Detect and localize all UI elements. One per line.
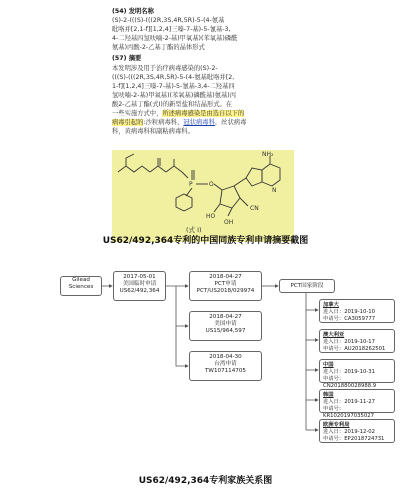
- entry-date: 进入日：2019-10-10: [323, 309, 375, 315]
- node-text: Gilead: [72, 277, 90, 283]
- country-node-australia: [319, 329, 395, 353]
- abstract-line: [112, 110, 244, 119]
- nh2-label: NH₂: [262, 151, 274, 158]
- us-application-node: [189, 311, 262, 341]
- abstract-line: 本发明涉及用于治疗病毒感染的(S)-2-: [112, 65, 218, 72]
- country-name: 加拿大: [323, 302, 339, 308]
- application-number: 申请号：KR1020197035027: [323, 406, 374, 419]
- abstract-line: 1-f][1,2,4]三嗪-7-基)-5-氰基-3,4-二羟基四: [112, 83, 235, 90]
- title-label: (54) 发明名称: [112, 8, 154, 15]
- title-line: 4-二羟基四氢呋喃-2-基)甲氧基)(苯氧基)磷酰: [112, 35, 238, 42]
- ho-label: HO: [206, 213, 216, 220]
- gilead-node: [60, 276, 102, 296]
- chemical-structure: [112, 150, 294, 242]
- country-node-epo: [319, 419, 395, 443]
- country-node-korea: [319, 389, 395, 419]
- underlined-coronavirus: 冠状病毒科: [183, 119, 215, 126]
- pct-national-stage-node: PCT国家阶段: [279, 279, 335, 293]
- node-date: 2017-05-01: [123, 274, 156, 280]
- highlighted-text: 病毒引起的: [112, 119, 144, 126]
- country-node-china: [319, 359, 395, 389]
- abstract-line: 氢呋喃-2-基)甲氧基)(苯氧基)磷酰基)氨基)丙: [112, 92, 237, 99]
- o-atom-label: O: [209, 181, 214, 188]
- title-line: (S)-2-(((S)-(((2R,3S,4R,5R)-5-(4-氨基: [112, 17, 225, 24]
- node-number: US62/492,364: [119, 288, 160, 294]
- application-number: 申请号：CN201880028988.9: [323, 376, 377, 389]
- taiwan-application-node: [189, 351, 262, 381]
- abstract-line: 科，黄病毒科和副粘病毒科。: [112, 128, 194, 135]
- cn-label: CN: [250, 205, 259, 212]
- entry-date: 进入日：2019-12-02: [323, 429, 375, 435]
- p-atom-label: P: [189, 181, 193, 188]
- highlighted-text: 所述病毒感染是由选自以下的: [162, 110, 245, 117]
- country-name: 中国: [323, 362, 334, 368]
- node-type: 美国临时申请: [122, 281, 157, 287]
- abstract-line: 酸2-乙基丁酯(式I)的新型盐和结晶形式。在: [112, 101, 233, 108]
- n-atom-label: N: [272, 187, 277, 194]
- abstract-text: :沙粒病毒科，: [143, 119, 184, 126]
- node-date: 2018-04-30: [209, 354, 242, 360]
- abstract-label: (57) 摘要: [112, 55, 142, 62]
- node-date: 2018-04-27: [209, 314, 242, 320]
- entry-date: 进入日：2019-10-31: [323, 369, 375, 375]
- node-text: Sciences: [68, 284, 94, 290]
- formula-label: (式 I): [186, 226, 202, 234]
- abstract-line: [112, 119, 246, 128]
- family-diagram: [0, 262, 411, 468]
- node-number: TW107114705: [205, 368, 246, 374]
- country-node-canada: [319, 299, 395, 323]
- node-number: US15/964,597: [205, 328, 246, 334]
- node-type: 美国申请: [214, 321, 237, 327]
- entry-date: 进入日：2019-11-27: [323, 399, 375, 405]
- node-type: PCT申请: [214, 281, 237, 287]
- country-name: 欧洲专利局: [323, 422, 350, 428]
- application-number: 申请号：CA3059777: [323, 316, 376, 322]
- node-number: PCT/US2018/029974: [196, 288, 255, 294]
- caption-abstract: US62/492,364专利的中国同族专利申请摘要截图: [102, 236, 309, 246]
- node-date: 2018-04-27: [209, 274, 242, 280]
- country-name: 韩国: [323, 392, 334, 398]
- abstract-line: (((S)-(((2R,3S,4R,5R)-5-(4-氨基吡咯并[2,: [112, 74, 235, 81]
- us-provisional-node: [113, 271, 166, 301]
- node-type: 台湾申请: [214, 361, 237, 367]
- application-number: 申请号：AU2018262501: [323, 346, 386, 352]
- pct-node: [189, 271, 262, 301]
- entry-date: 进入日：2019-10-17: [323, 339, 375, 345]
- country-name: 澳大利亚: [323, 332, 345, 338]
- formula-drawing: [112, 150, 294, 242]
- caption-family: US62/492,364专利家族关系图: [138, 476, 273, 486]
- abstract-text: 一些实施方式中，: [112, 110, 163, 117]
- abstract-text: ，丝状病毒: [214, 119, 247, 126]
- oh-label: OH: [224, 219, 234, 226]
- application-number: 申请号：EP2018724731: [323, 436, 385, 442]
- title-line: 氨基)丙酸-2-乙基丁酯的晶体形式: [112, 44, 205, 51]
- title-line: 吡咯并[2,1-f][1,2,4]三嗪-7-基)-5-氰基-3,: [112, 26, 231, 33]
